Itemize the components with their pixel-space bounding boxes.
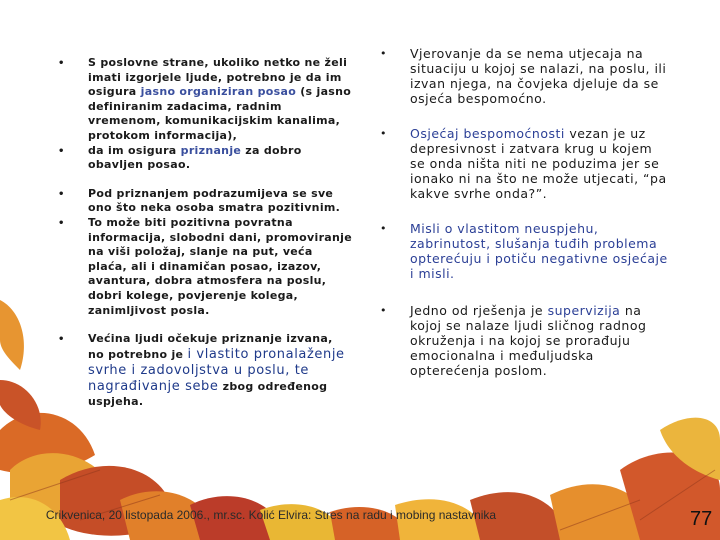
item-text: na kojoj se nalaze ljudi sličnog radnog okruženja i na kojoj se prorađuju emocionalna i međuljudska opterećenja poslom. <box>410 303 647 378</box>
bullet-icon: • <box>58 58 65 69</box>
left-bullet-4 <box>56 216 352 318</box>
item-text: S poslovne strane, ukoliko netko ne želi imati izgorjele ljude, potrebno je da im osigura <box>88 56 348 99</box>
item-highlight: Misli o vlastitom neuspjehu, zabrinutost, slušanja tuđih problema opterećuju i potiču negativne osjećaje i misli. <box>410 221 668 281</box>
item-text: (s jasno definiranim zadacima, radnim vremenom, komunikacijskim kanalima, protokom informacija), <box>88 85 352 142</box>
item-highlight: Osjećaj bespomoćnosti <box>410 126 565 141</box>
left-bullet-5 <box>56 332 352 409</box>
right-bullet-2 <box>378 126 668 201</box>
right-bullet-3 <box>378 221 668 281</box>
bullet-icon: • <box>58 217 65 229</box>
left-bullet-1 <box>56 56 352 144</box>
left-column <box>56 56 352 409</box>
bullet-icon: • <box>58 145 65 157</box>
right-column <box>378 46 668 378</box>
right-bullet-4 <box>378 303 668 378</box>
footer-text: Crikvenica, 20 listopada 2006., mr.sc. Kolić Elvira: Stres na radu i mobing nastavnika <box>45 508 497 522</box>
bullet-icon: • <box>380 127 387 140</box>
bullet-icon: • <box>380 304 387 317</box>
bullet-icon: • <box>380 222 387 235</box>
right-bullet-1 <box>378 46 668 106</box>
item-text: Pod priznanjem podrazumijeva se sve ono što neka osoba smatra pozitivnim. <box>88 186 341 215</box>
left-bullet-3 <box>56 187 352 216</box>
item-highlight: i vlastito pronalaženje svrhe i zadovoljstva u poslu, te nagrađivanje sebe <box>88 346 345 394</box>
item-highlight: jasno organiziran posao <box>140 85 297 99</box>
item-highlight: priznanje <box>180 143 242 157</box>
item-text: za dobro obavljen posao. <box>88 143 302 172</box>
left-bullet-2 <box>56 144 352 173</box>
item-text: Vjerovanje da se nema utjecaja na situaciju u kojoj se nalazi, na poslu, ili izvan njega, na čovjeka djeluje da se osjeća bespomoćno. <box>410 46 667 106</box>
bullet-icon: • <box>58 334 65 346</box>
item-text: Jedno od rješenja je <box>410 303 548 318</box>
item-text: da im osigura <box>88 143 181 157</box>
item-text: Većina ljudi očekuje priznanje izvana, no potrebno je <box>88 332 333 361</box>
bullet-icon: • <box>58 188 65 200</box>
bullet-icon: • <box>380 47 387 60</box>
item-text: vezan je uz depresivnost i zatvara krug u kojem se onda ništa niti ne poduzima jer se ionako ni na što ne može utjecati, “pa kakve svrhe onda?”. <box>410 126 667 201</box>
item-text: zbog određenog uspjeha. <box>88 379 328 408</box>
item-text: To može biti pozitivna povratna informacija, slobodni dani, promoviranje na viši položaj, slanje na put, veća plaća, ali i dinamičan posao, izazov, avantura, dobra atmosfera na poslu, dobri kolege, povjerenje kolega, zanimljivost posla. <box>88 215 352 317</box>
leaf-icon <box>0 380 41 430</box>
page-number: 77 <box>690 508 713 530</box>
item-highlight: supervizija <box>547 303 621 318</box>
leaf-icon <box>0 300 24 370</box>
